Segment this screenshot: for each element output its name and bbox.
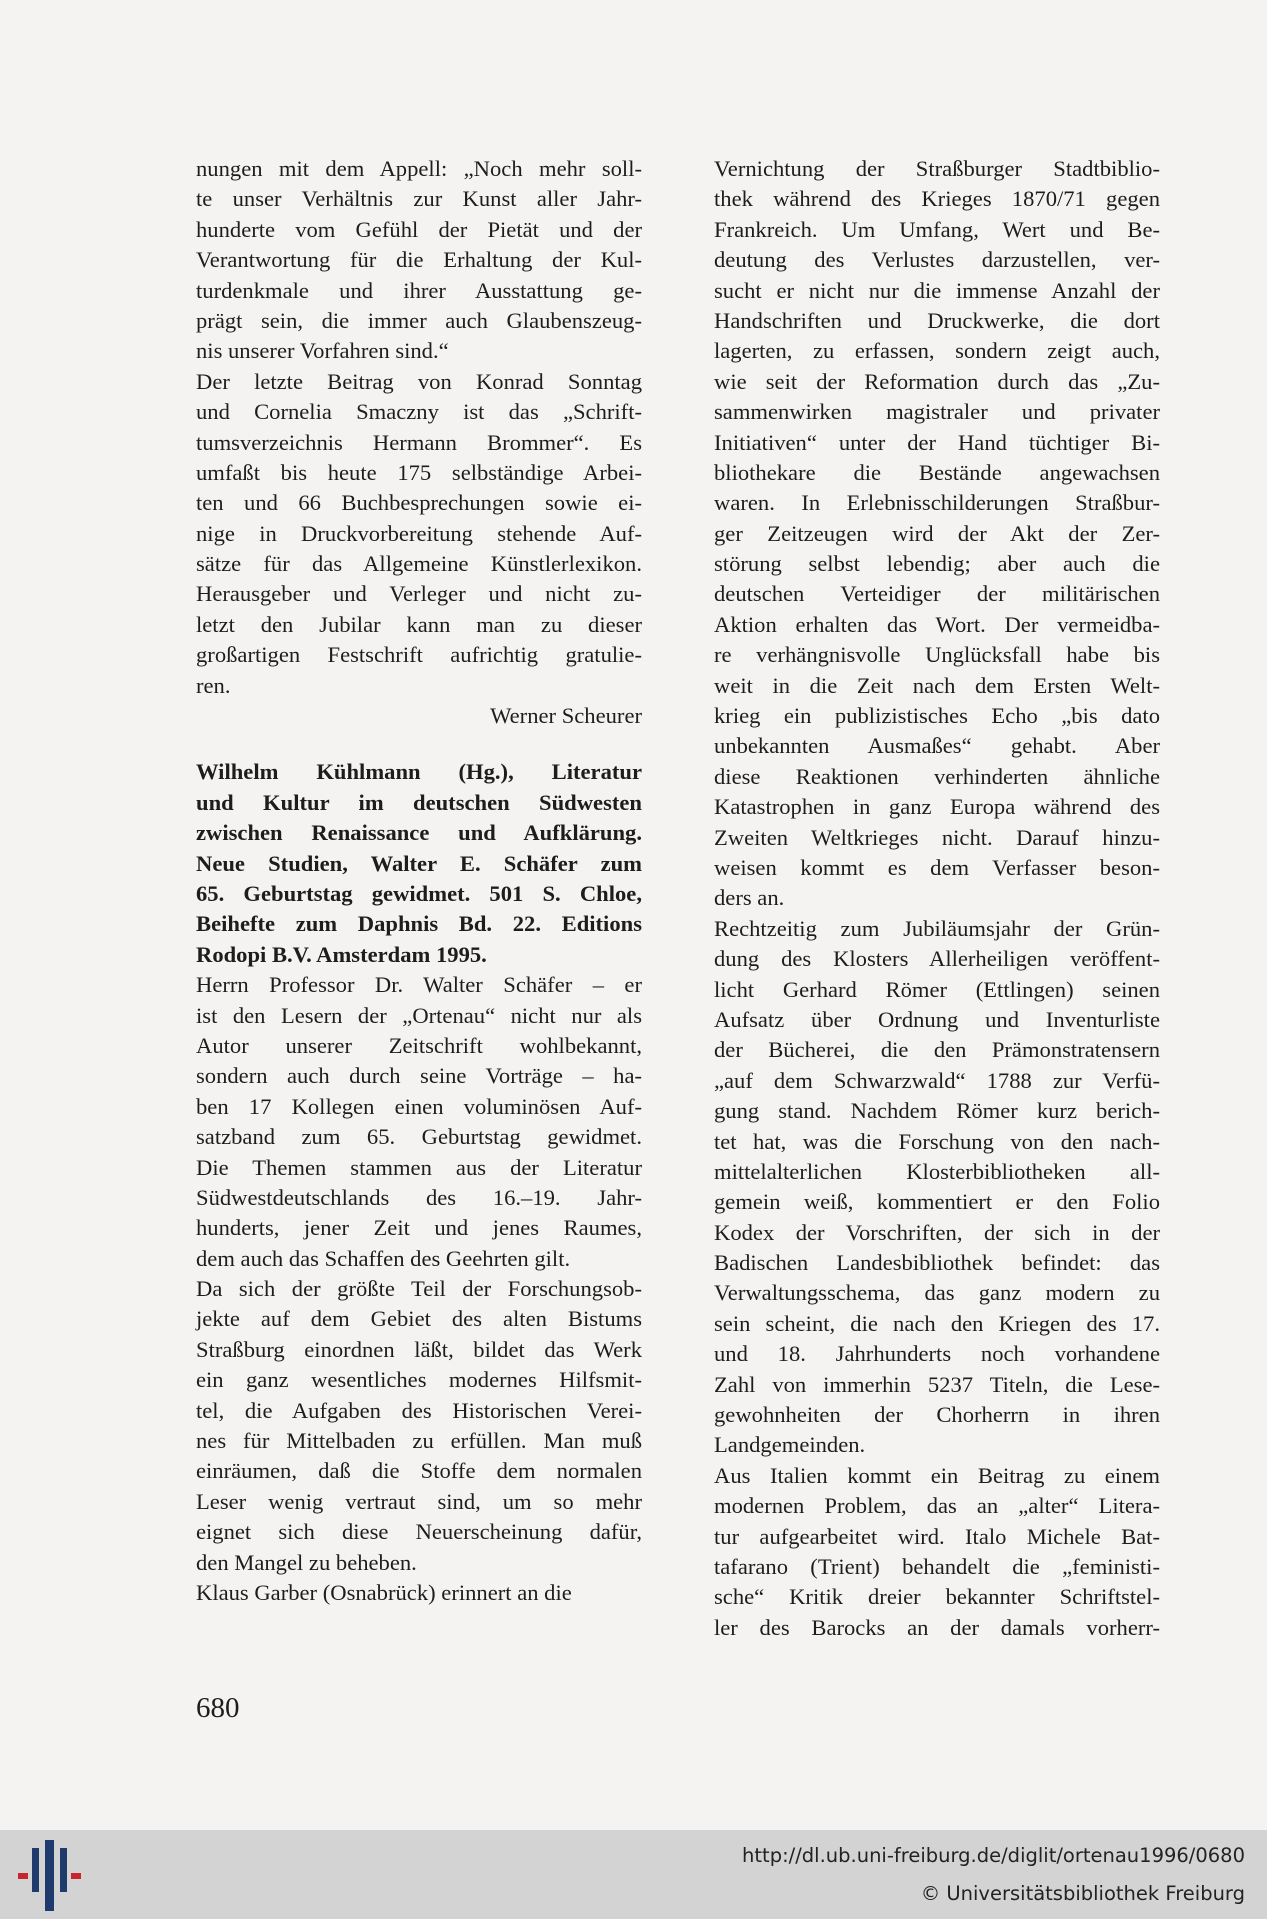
text-line: sätze für das Allgemeine Künstlerlexikon. — [196, 551, 642, 577]
text-line: nis unserer Vorfahren sind.“ — [196, 338, 449, 364]
text-line: tafarano (Trient) behandelt die „feministi- — [714, 1553, 1160, 1579]
text-line: sche“ Kritik dreier bekannter Schriftstel- — [714, 1584, 1160, 1610]
footer-bar — [0, 1830, 1267, 1919]
review-signature: Werner Scheurer — [490, 703, 642, 729]
text-line: nige in Druckvorbereitung stehende Auf- — [196, 520, 642, 546]
text-line: umfaßt bis heute 175 selbständige Arbei- — [196, 459, 642, 485]
text-line: Autor unserer Zeitschrift wohlbekannt, — [196, 1032, 642, 1058]
text-line: lagerten, zu erfassen, sondern zeigt auch, — [714, 338, 1160, 364]
text-line: Aufsatz über Ordnung und Inventurliste — [714, 1006, 1160, 1032]
text-line: Beihefte zum Daphnis Bd. 22. Editions — [196, 911, 642, 937]
text-line: „auf dem Schwarzwald“ 1788 zur Verfü- — [714, 1067, 1160, 1093]
text-line: Herausgeber und Verleger und nicht zu- — [196, 581, 642, 607]
paragraph — [196, 367, 642, 701]
text-line: ein ganz wesentliches modernes Hilfsmit- — [196, 1367, 642, 1393]
text-line: großartigen Festschrift aufrichtig gratulie- — [196, 642, 642, 668]
text-line: hunderts, jener Zeit und jenes Raumes, — [196, 1215, 642, 1241]
text-line: Katastrophen in ganz Europa während des — [714, 794, 1160, 820]
text-line: turdenkmale und ihrer Ausstattung ge- — [196, 277, 642, 303]
paragraph — [714, 1461, 1160, 1643]
text-line: Frankreich. Um Umfang, Wert und Be- — [714, 216, 1160, 242]
text-line: zwischen Renaissance und Aufklärung. — [196, 820, 642, 846]
text-line: Die Themen stammen aus der Literatur — [196, 1154, 642, 1180]
text-line: eignet sich diese Neuerscheinung dafür, — [196, 1519, 642, 1545]
text-line: Leser wenig vertraut sind, um so mehr — [196, 1488, 642, 1514]
text-line: einräumen, daß die Stoffe dem normalen — [196, 1458, 642, 1484]
text-line: ren. — [196, 672, 231, 698]
text-line: und 18. Jahrhunderts noch vorhandene — [714, 1341, 1160, 1367]
text-line: sucht er nicht nur die immense Anzahl der — [714, 277, 1160, 303]
text-line: Rechtzeitig zum Jubiläumsjahr der Grün- — [714, 915, 1160, 941]
text-line: und Kultur im deutschen Südwesten — [196, 789, 642, 815]
text-line: gung stand. Nachdem Römer kurz berich- — [714, 1098, 1160, 1124]
paragraph — [196, 154, 642, 367]
section-gap — [196, 731, 642, 757]
text-line: nes für Mittelbaden zu erfüllen. Man muß — [196, 1428, 642, 1454]
text-line: deutung des Verlustes darzustellen, ver- — [714, 247, 1160, 273]
logo-right-tick — [71, 1873, 81, 1879]
text-line: jekte auf dem Gebiet des alten Bistums — [196, 1306, 642, 1332]
left-column — [196, 154, 642, 1608]
text-line: Kodex der Vorschriften, der sich in der — [714, 1219, 1160, 1245]
text-line: thek während des Krieges 1870/71 gegen — [714, 186, 1160, 212]
text-line: Herrn Professor Dr. Walter Schäfer – er — [196, 972, 642, 998]
text-line: der Bücherei, die den Prämonstratensern — [714, 1037, 1160, 1063]
text-line: sammenwirken magistraler und privater — [714, 399, 1160, 425]
text-line: prägt sein, die immer auch Glaubenszeug- — [196, 307, 642, 333]
source-url-link[interactable]: http://dl.ub.uni-freiburg.de/diglit/ortenau1996/0680 — [742, 1844, 1245, 1867]
logo-center-bar — [45, 1840, 54, 1911]
text-line: re verhängnisvolle Unglücksfall habe bis — [714, 642, 1160, 668]
text-line: hunderte vom Gefühl der Pietät und der — [196, 216, 642, 242]
text-line: Vernichtung der Straßburger Stadtbiblio- — [714, 156, 1160, 181]
text-line: Verwaltungsschema, das ganz modern zu — [714, 1280, 1160, 1306]
text-line: Aus Italien kommt ein Beitrag zu einem — [714, 1462, 1160, 1488]
text-line: gemein weiß, kommentiert er den Folio — [714, 1189, 1160, 1215]
text-line: mittelalterlichen Klosterbibliotheken all- — [714, 1158, 1160, 1184]
text-line: ben 17 Kollegen einen voluminösen Auf- — [196, 1093, 642, 1119]
text-line: letzt den Jubilar kann man zu dieser — [196, 611, 642, 637]
review-heading — [196, 757, 642, 970]
text-line: nungen mit dem Appell: „Noch mehr soll- — [196, 156, 642, 181]
text-line: bliothekare die Bestände angewachsen — [714, 459, 1160, 485]
text-line: Landgemeinden. — [714, 1432, 866, 1458]
text-line: ten und 66 Buchbesprechungen sowie ei- — [196, 490, 642, 516]
text-line: weit in die Zeit nach dem Ersten Welt- — [714, 672, 1160, 698]
text-line: Wilhelm Kühlmann (Hg.), Literatur — [196, 759, 642, 785]
text-line: 65. Geburtstag gewidmet. 501 S. Chloe, — [196, 880, 642, 906]
text-line: Straßburg einordnen läßt, bildet das Werk — [196, 1336, 642, 1362]
text-line: Zweiten Weltkrieges nicht. Darauf hinzu- — [714, 824, 1160, 850]
text-line: tel, die Aufgaben des Historischen Verei- — [196, 1397, 642, 1423]
text-line: tur aufgearbeitet wird. Italo Michele Bat- — [714, 1523, 1160, 1549]
text-line: wie seit der Reformation durch das „Zu- — [714, 368, 1160, 394]
text-line: diese Reaktionen verhinderten ähnliche — [714, 763, 1160, 789]
text-line: tet hat, was die Forschung von den nach- — [714, 1128, 1160, 1154]
text-line: Verantwortung für die Erhaltung der Kul- — [196, 247, 642, 273]
text-line: te unser Verhältnis zur Kunst aller Jahr- — [196, 186, 642, 212]
text-line: sein scheint, die nach den Kriegen des 17. — [714, 1310, 1160, 1336]
right-column — [714, 154, 1160, 1643]
text-line: den Mangel zu beheben. — [196, 1549, 417, 1575]
copyright-notice: © Universitätsbibliothek Freiburg — [920, 1882, 1245, 1905]
logo-left-tick — [18, 1873, 28, 1879]
text-line: unbekannten Ausmaßes“ gehabt. Aber — [714, 733, 1160, 759]
text-line: störung selbst lebendig; aber auch die — [714, 551, 1160, 577]
text-line: gewohnheiten der Chorherrn in ihren — [714, 1402, 1160, 1428]
text-line: licht Gerhard Römer (Ettlingen) seinen — [714, 976, 1160, 1002]
text-line: tumsverzeichnis Hermann Brommer“. Es — [196, 429, 642, 455]
paragraph — [196, 1274, 642, 1578]
text-line: krieg ein publizistisches Echo „bis dato — [714, 703, 1160, 729]
text-line: ders an. — [714, 885, 785, 911]
page-number: 680 — [196, 1692, 240, 1724]
paragraph — [714, 154, 1160, 914]
text-line: ger Zeitzeugen wird der Akt der Zer- — [714, 520, 1160, 546]
paragraph — [196, 1578, 642, 1608]
paragraph — [196, 970, 642, 1274]
text-line: ler des Barocks an der damals vorherr- — [714, 1614, 1160, 1640]
text-line: Zahl von immerhin 5237 Titeln, die Lese- — [714, 1371, 1160, 1397]
text-line: Da sich der größte Teil der Forschungsob- — [196, 1276, 642, 1302]
text-line: und Cornelia Smaczny ist das „Schrift- — [196, 399, 642, 425]
text-line: Badischen Landesbibliothek befindet: das — [714, 1250, 1160, 1276]
text-line: deutschen Verteidiger der militärischen — [714, 581, 1160, 607]
text-line: modernen Problem, das an „alter“ Litera- — [714, 1493, 1160, 1519]
logo-right-bar — [60, 1848, 67, 1892]
text-line: Aktion erhalten das Wort. Der vermeidba- — [714, 611, 1160, 637]
text-line: sondern auch durch seine Vorträge – ha- — [196, 1063, 642, 1089]
university-library-logo-icon — [14, 1838, 84, 1913]
text-line: Südwestdeutschlands des 16.–19. Jahr- — [196, 1184, 642, 1210]
text-line: Initiativen“ unter der Hand tüchtiger Bi- — [714, 429, 1160, 455]
text-line: waren. In Erlebnisschilderungen Straßbur- — [714, 490, 1160, 516]
text-line: Klaus Garber (Osnabrück) erinnert an die — [196, 1579, 572, 1605]
paragraph — [714, 914, 1160, 1461]
text-line: dem auch das Schaffen des Geehrten gilt. — [196, 1245, 571, 1271]
text-line: satzband zum 65. Geburtstag gewidmet. — [196, 1124, 642, 1150]
text-line: dung des Klosters Allerheiligen veröffent- — [714, 946, 1160, 972]
text-line: ist den Lesern der „Ortenau“ nicht nur als — [196, 1002, 642, 1028]
text-line: Der letzte Beitrag von Konrad Sonntag — [196, 368, 642, 394]
text-line: Neue Studien, Walter E. Schäfer zum — [196, 850, 642, 876]
text-line: weisen kommt es dem Verfasser beson- — [714, 854, 1160, 880]
text-line: Rodopi B.V. Amsterdam 1995. — [196, 941, 487, 967]
logo-left-bar — [32, 1848, 39, 1892]
text-line: Handschriften und Druckwerke, die dort — [714, 307, 1160, 333]
